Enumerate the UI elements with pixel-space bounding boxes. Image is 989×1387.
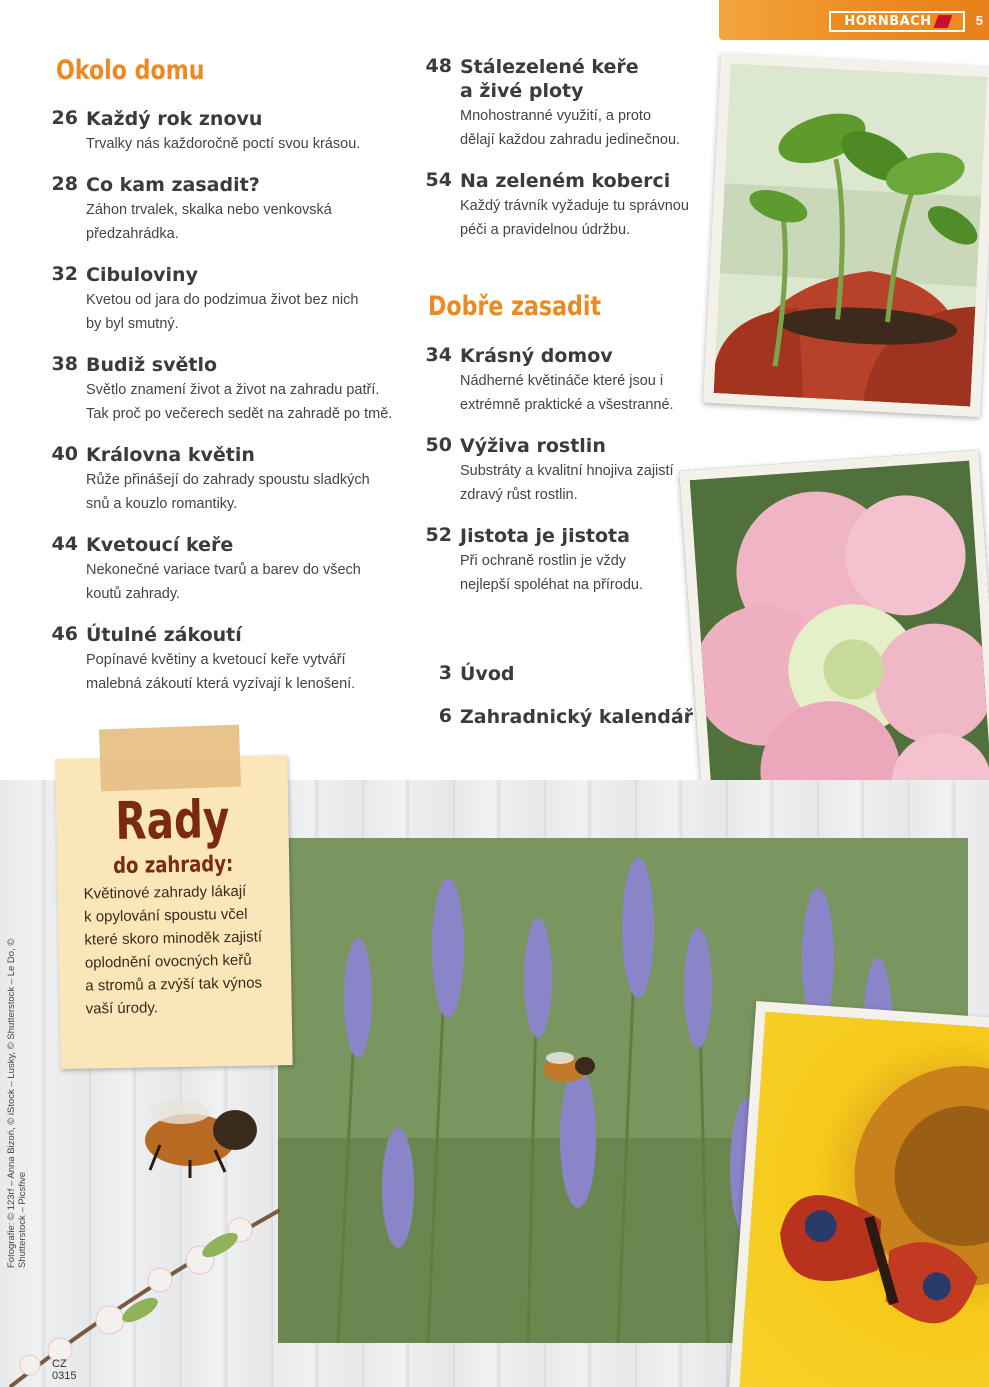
entry-title — [460, 55, 790, 103]
entry-description-line: Každý trávník vyžaduje tu správnou — [460, 198, 689, 214]
entry-description — [86, 468, 416, 516]
tip-subtitle: do zahrady: — [112, 851, 234, 880]
entry-description-line: Popínavé květiny a kvetoucí keře vytváří — [86, 652, 346, 668]
entry-description — [86, 132, 416, 156]
entry-description-line: snů a kouzlo romantiky. — [86, 496, 238, 512]
entry-description-line: nejlepší spoléhat na přírodu. — [460, 577, 643, 593]
entry-description — [460, 459, 790, 507]
entry-page-number: 54 — [425, 169, 452, 191]
entry-title — [460, 169, 790, 193]
entry-page-number: 46 — [51, 623, 78, 645]
entry-title — [460, 524, 790, 548]
entry-page-number: 34 — [425, 344, 452, 366]
entry-page-number: 26 — [51, 107, 78, 129]
entry-description-line: Trvalky nás každoročně poctí svou krásou. — [86, 136, 361, 152]
blossom-branch-illustration — [0, 1150, 300, 1387]
bee-icon — [530, 1048, 600, 1088]
entry-title-line: Útulné zákoutí — [86, 624, 242, 646]
entry-title-line: Krásný domov — [460, 345, 613, 367]
entry-page-number: 44 — [51, 533, 78, 555]
tip-line: a stromů a zvýší tak výnos — [85, 974, 263, 995]
sunflower-butterfly-photo — [728, 1001, 989, 1387]
entry-page-number: 32 — [51, 263, 78, 285]
entry-title-line: Zahradnický kalendář — [460, 706, 694, 728]
entry-title — [86, 443, 416, 467]
tip-title: Rady — [114, 790, 230, 853]
entry-title-line: Výživa rostlin — [460, 435, 606, 457]
entry-description-line: Substráty a kvalitní hnojiva zajistí — [460, 463, 674, 479]
section-heading-around-home: Okolo domu — [56, 55, 205, 86]
entry-description-line: Světlo znamení život a život na zahradu patří. — [86, 382, 380, 398]
entry-description — [86, 558, 416, 606]
entry-description — [460, 194, 790, 242]
entry-title-line: Jistota je jistota — [460, 525, 630, 547]
entry-description-line: Mnohostranné využití, a proto — [460, 108, 652, 124]
tip-body — [83, 879, 275, 1020]
entry-description-line: péči a pravidelnou údržbu. — [460, 222, 631, 238]
entry-description-line: Tak proč po večerech sedět na zahradě po tmě. — [86, 406, 393, 422]
entry-title-line: a živé ploty — [460, 80, 584, 102]
entry-page-number: 48 — [425, 55, 452, 77]
entry-title — [460, 662, 790, 686]
entry-description — [460, 369, 790, 417]
entry-title — [86, 623, 416, 647]
entry-description-line: by byl smutný. — [86, 316, 179, 332]
entry-description — [86, 648, 416, 696]
entry-page-number: 38 — [51, 353, 78, 375]
entry-title — [460, 434, 790, 458]
entry-title — [86, 263, 416, 287]
entry-title-line: Budiž světlo — [86, 354, 218, 376]
entry-description-line: dělají každou zahradu jedinečnou. — [460, 132, 681, 148]
tip-line: Květinové zahrady lákají — [83, 882, 247, 903]
entry-title — [86, 173, 416, 197]
entry-description-line: Nekonečné variace tvarů a barev do všech — [86, 562, 361, 578]
entry-description — [86, 378, 416, 426]
code-line: CZ — [52, 1358, 67, 1370]
hornbach-logo — [829, 11, 965, 32]
entry-title-line: Každý rok znovu — [86, 108, 263, 130]
entry-page-number: 3 — [438, 662, 452, 684]
entry-title-line: Co kam zasadit? — [86, 174, 260, 196]
butterfly-illustration — [739, 1012, 989, 1387]
entry-description — [460, 549, 790, 597]
tape-strip — [99, 725, 241, 792]
entry-description — [86, 288, 416, 336]
bee-icon — [120, 1090, 270, 1180]
code-line: 0315 — [52, 1370, 77, 1382]
tip-line: k opylování spoustu včel — [83, 905, 248, 926]
entry-description-line: Záhon trvalek, skalka nebo venkovská — [86, 202, 332, 218]
catalog-code — [52, 1358, 76, 1382]
entry-title — [86, 533, 416, 557]
tip-line: oplodnění ovocných keřů — [84, 951, 252, 972]
entry-title-line: Na zeleném koberci — [460, 170, 671, 192]
entry-page-number: 52 — [425, 524, 452, 546]
entry-description-line: zdravý růst rostlin. — [460, 487, 578, 503]
logo-text: HORNBACH — [844, 14, 932, 29]
entry-title — [86, 107, 416, 131]
entry-title-line: Stálezelené keře — [460, 56, 639, 78]
entry-description-line: extrémně praktické a všestranné. — [460, 397, 674, 413]
tip-note-card — [55, 755, 292, 1069]
entry-description-line: Růže přinášejí do zahrady spoustu sladkých — [86, 472, 370, 488]
page-number: 5 — [975, 13, 983, 28]
tip-line: vaší úrody. — [85, 999, 159, 1018]
entry-title-line: Královna květin — [86, 444, 255, 466]
entry-title — [460, 705, 790, 729]
entry-description-line: Kvetou od jara do podzimua život bez nich — [86, 292, 359, 308]
logo-mark-icon — [933, 15, 952, 28]
entry-description-line: předzahrádka. — [86, 226, 179, 242]
entry-title-line: Cibuloviny — [86, 264, 198, 286]
entry-description-line: malebná zákoutí která vyzívají k lenošení. — [86, 676, 356, 692]
photo-credit: Fotografie: © 123rf – Anna Bizoń, © iStock – Lusky, © Shutterstock – Le Do, © Shutterstock – Picsfive — [6, 938, 28, 1268]
entry-title — [86, 353, 416, 377]
entry-title — [460, 344, 790, 368]
entry-page-number: 28 — [51, 173, 78, 195]
entry-description-line: Nádherné květináče které jsou i — [460, 373, 664, 389]
entry-description-line: Při ochraně rostlin je vždy — [460, 553, 627, 569]
entry-title-line: Kvetoucí keře — [86, 534, 234, 556]
entry-page-number: 6 — [438, 705, 452, 727]
entry-page-number: 50 — [425, 434, 452, 456]
entry-page-number: 40 — [51, 443, 78, 465]
tip-line: které skoro minoděk zajistí — [84, 928, 263, 949]
entry-description — [460, 104, 790, 152]
entry-description-line: koutů zahrady. — [86, 586, 181, 602]
header-banner — [719, 0, 989, 40]
entry-title-line: Úvod — [460, 663, 515, 685]
entry-description — [86, 198, 416, 246]
section-heading-plant-well: Dobře zasadit — [428, 291, 602, 322]
